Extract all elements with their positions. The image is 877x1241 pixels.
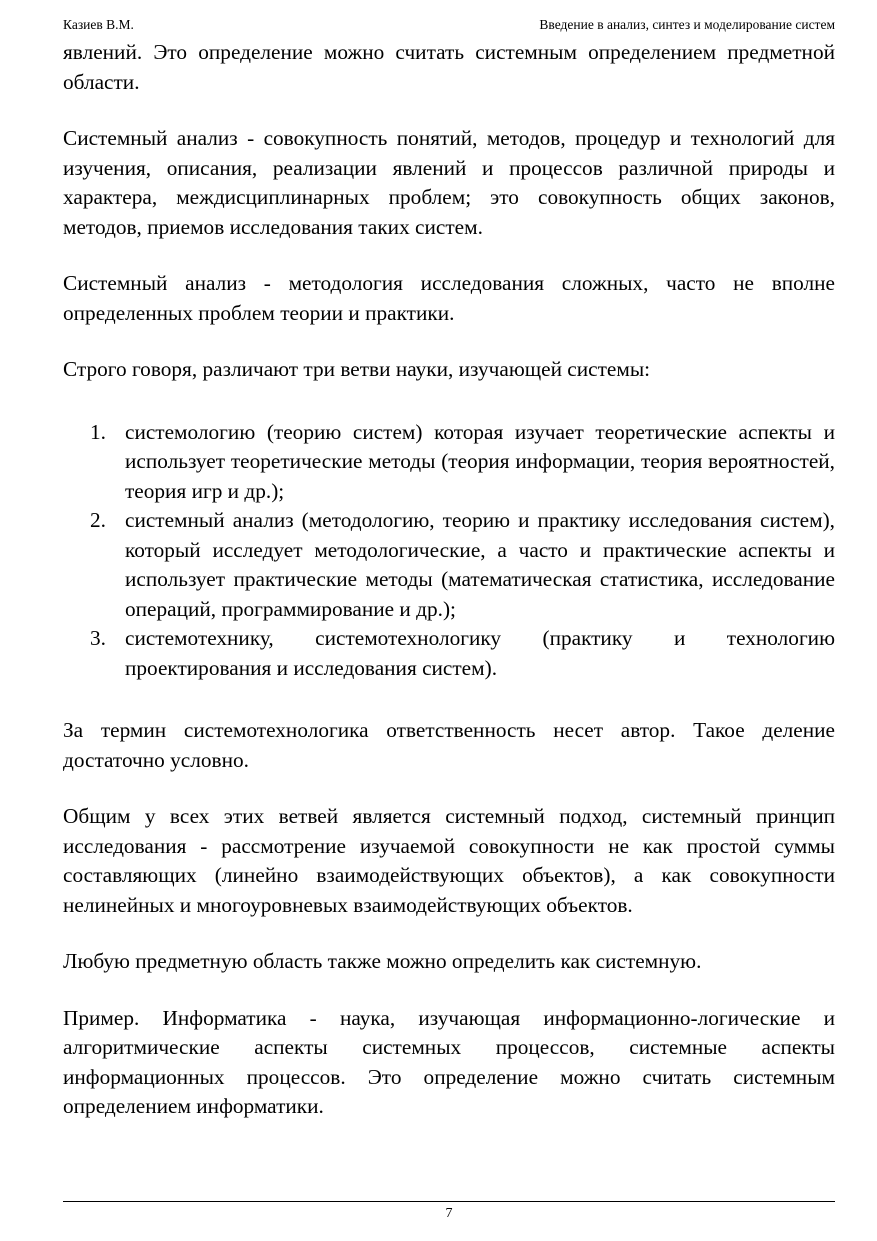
paragraph-system-analysis-definition-1: Системный анализ - совокупность понятий, методов, процедур и технологий для изучения, описания, реализации явлений и процессов различной природы и характера, междисциплинарных проблем; это совокупность общих законов, методов, приемов исследования таких систем. bbox=[63, 126, 835, 239]
list-item-number: 1. bbox=[90, 419, 106, 444]
footer-divider bbox=[63, 1201, 835, 1202]
paragraph-system-analysis-definition-2: Системный анализ - методология исследования сложных, часто не вполне определенных проблем теории и практики. bbox=[63, 271, 835, 325]
paragraph-subject-area: Любую предметную область также можно определить как системную. bbox=[63, 949, 702, 973]
list-item-number: 3. bbox=[90, 626, 106, 650]
list-item bbox=[63, 624, 835, 683]
paragraph-systems-approach: Общим у всех этих ветвей является системный подход, системный принцип исследования - рассмотрение изучаемой совокупности не как простой суммы составляющих (линейно взаимодействующих объектов), а как совокупности нелинейных и многоуровневых взаимодействующих объектов. bbox=[63, 804, 835, 917]
list-item bbox=[63, 418, 835, 507]
document-page bbox=[63, 0, 835, 1241]
list-item-number: 2. bbox=[90, 508, 106, 532]
paragraph-informatics-example: Пример. Информатика - наука, изучающая информационно-логические и алгоритмические аспекты системных процессов, системные аспекты информационных процессов. Это определение можно считать системным определением информатики. bbox=[63, 1005, 835, 1118]
list-item-text: системологию (теорию систем) которая изучает теоретические аспекты и использует теоретические методы (теория информации, теория вероятностей, теория игр и др.); bbox=[125, 419, 835, 503]
running-header bbox=[63, 15, 835, 35]
list-item-text: системотехнику, системотехнологику (практику и технологию проектирования и исследования систем). bbox=[125, 626, 835, 680]
branches-list bbox=[63, 418, 835, 684]
paragraph-continuation: явлений. Это определение можно считать системным определением предметной области. bbox=[63, 40, 835, 94]
paragraph-term-note: За термин системотехнологика ответственность несет автор. Такое деление достаточно условно. bbox=[63, 718, 835, 772]
page-number: 7 bbox=[445, 1206, 453, 1221]
list-item-text: системный анализ (методологию, теорию и практику исследования систем), который исследует методологические, а часто и практические аспекты и использует практические методы (математическая статистика, исследование операций, программирование и др.); bbox=[125, 508, 835, 621]
body-text bbox=[63, 38, 835, 1122]
list-item bbox=[63, 506, 835, 624]
header-author: Казиев В.М. bbox=[63, 17, 134, 32]
paragraph-three-branches-intro: Строго говоря, различают три ветви науки, изучающей системы: bbox=[63, 357, 651, 381]
header-title: Введение в анализ, синтез и моделирование систем bbox=[539, 17, 835, 32]
